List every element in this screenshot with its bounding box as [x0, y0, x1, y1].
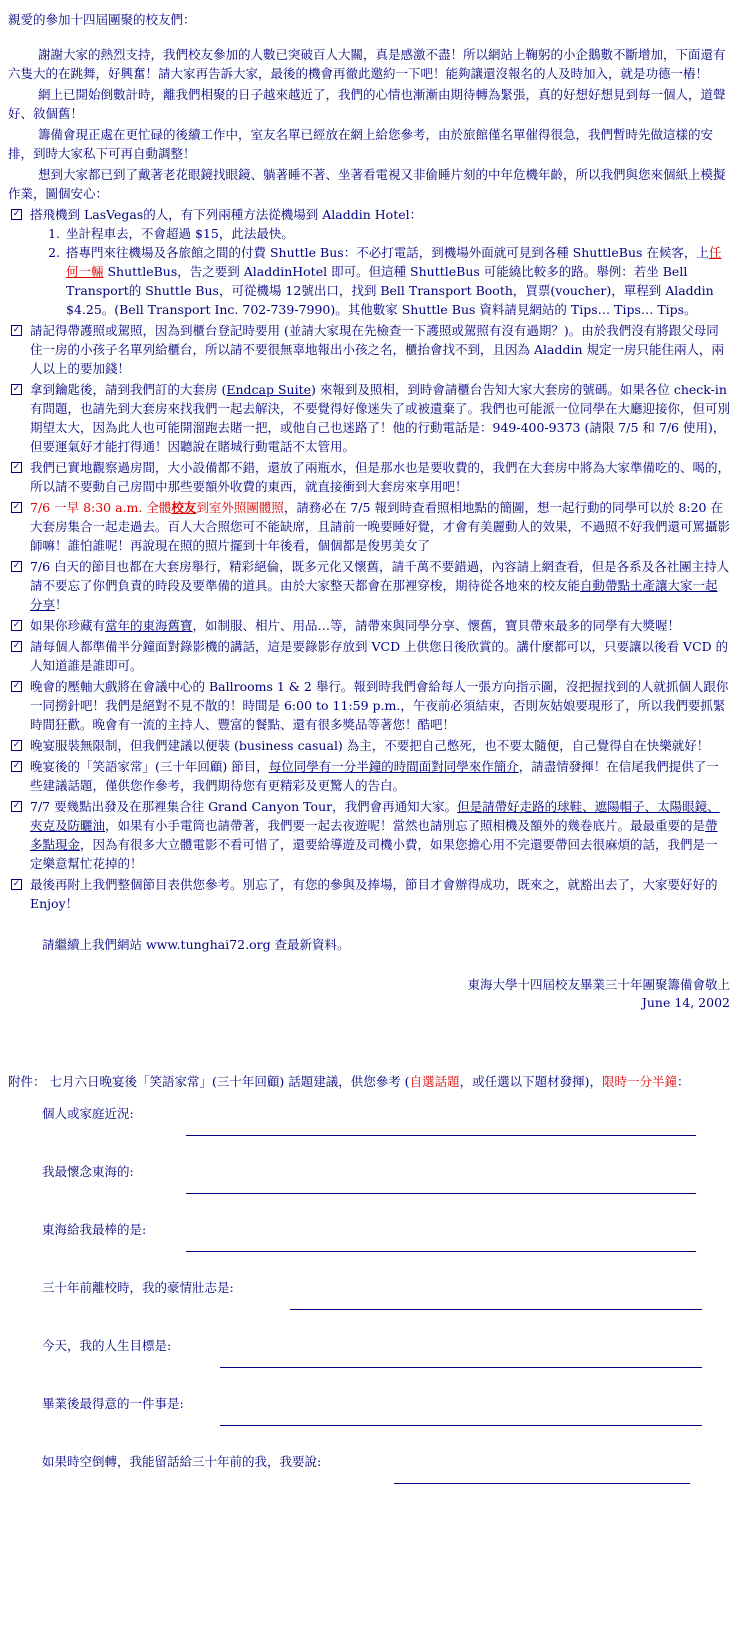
checklist-item-talk-show	[8, 757, 730, 795]
checklist-item-airport	[8, 205, 730, 319]
checkbox-icon: ✓	[12, 502, 21, 512]
checklist-item-gala	[8, 677, 730, 734]
daytime-share: 自動帶點土產讓大家一起分享	[30, 578, 718, 612]
treasure-highlight: 當年的東海舊寶	[105, 618, 193, 633]
shuttle-text-b: ShuttleBus，告之要到 AladdinHotel 即可。但這種 ShuttleBus 可能繞比較多的路。舉例：若坐 Bell Transport的 Shuttle Bus，可從機場 12號出口，找到 Bell Transport Booth，買票(voucher)，單程到 Aladdin $4.25。(Bell Transport Inc. 702-739-7990)。其他數家 Shuttle Bus 資料請見網站的 Tips… Tips… Tips。	[66, 264, 714, 317]
letter-date: June 14, 2002	[641, 995, 730, 1010]
canyon-gear: 但是請帶好走路的球鞋、遮陽帽子、太陽眼鏡、夾克及防曬油	[30, 799, 720, 833]
attachment-text-a: 附件： 七月六日晚宴後「笑語家常」(三十年回顧) 話題建議，供您參考 (	[8, 1074, 410, 1089]
paragraph-simulation: 想到大家都已到了戴著老花眼鏡找眼鏡、躺著睡不著、坐著看電視又非偷睡片刻的中年危機年齡，所以我們與您來個紙上模擬作業，圖個安心：	[8, 167, 726, 201]
daytime-text-a: 7/6 白天的節目也都在大套房舉行，精彩絕倫，既多元化又懷舊，請千萬不要錯過，內容請上網查看，但是各系及各社團主持人請不要忘了你們負責的時段及要準備的道具。由於大家整天都會在那裡穿梭，期待從各地來的校友能	[30, 559, 730, 593]
checkbox-icon: ✓	[12, 462, 21, 472]
canyon-cash: 帶多點現金	[30, 818, 718, 852]
checkbox-icon: ✓	[12, 209, 21, 219]
topic-life-goal	[8, 1337, 730, 1381]
checkbox-icon: ✓	[12, 879, 21, 889]
answer-line	[220, 1425, 702, 1426]
rooms-text: 我們已實地觀察過房間，大小設備都不錯，還放了兩瓶水，但是那水也是要收費的，我們在大套房中將為大家準備吃的、喝的，所以請不要動自己房間中那些要額外收費的東西，就直接衝到大套房來享用吧！	[30, 460, 731, 494]
suite-text-a: 拿到鑰匙後，請到我們訂的大套房 (	[30, 382, 227, 397]
greeting: 親愛的參加十四屆團聚的校友們：	[8, 12, 196, 27]
gala-text: 晚會的壓軸大戲將在會議中心的 Ballrooms 1 & 2 舉行。報到時我們會給每人一張方向指示圖，沒把握找到的人就抓個人跟你一同撈針吧！我們是絕對不見不散的！時間是 6:00 to 11:59 p.m.，午夜前必須結束，否則灰姑娘要現形了，所以我們要抓緊時間狂歡。晚會有一流的主持人、豐富的餐點、還有很多獎品等著您！酷吧！	[30, 679, 729, 732]
airport-intro: 搭飛機到 LasVegas的人，有下列兩種方法從機場到 Aladdin Hotel：	[30, 207, 423, 222]
checkbox-icon: ✓	[12, 620, 21, 630]
checkbox-icon: ✓	[12, 641, 21, 651]
enjoy-text: 最後再附上我們整個節目表供您參考。別忘了，有您的參與及捧場，節目才會辦得成功，既來之，就豁出去了，大家要好好的 Enjoy！	[30, 877, 718, 911]
checklist-item-dress	[8, 736, 730, 755]
topic-label: 如果時空倒轉，我能留話給三十年前的我，我要說:	[42, 1454, 322, 1469]
checklist-item-grand-canyon	[8, 797, 730, 873]
paragraph-countdown: 網上已開始倒數計時，離我們相聚的日子越來越近了，我們的心情也漸漸由期待轉為緊張，真的好想好想見到每一個人，道聲好、敘個舊！	[8, 87, 726, 121]
canyon-text-b: ，如果有小手電筒也請帶著，我們要一起去夜遊呢！當然也請別忘了照相機及額外的幾卷底片。最最重要的是	[105, 818, 706, 833]
vcd-text: 請每個人都準備半分鐘面對錄影機的講話，這是要錄影存放到 VCD 上供您日後欣賞的。講什麼都可以，只要讓以後看 VCD 的人知道誰是誰即可。	[30, 639, 729, 673]
answer-line	[186, 1251, 696, 1252]
attachment-heading	[8, 1072, 730, 1091]
talk-text-a: 晚宴後的「笑語家常」(三十年回顧) 節目，	[30, 759, 269, 774]
treasure-text-a: 如果你珍藏有	[30, 618, 106, 633]
topic-best-gift	[8, 1221, 730, 1265]
attachment-text-c: ：	[676, 1074, 690, 1089]
topic-label: 個人或家庭近況:	[42, 1106, 134, 1121]
step-shuttle	[64, 243, 730, 319]
attachment-time-limit: 限時一分半鐘	[601, 1074, 677, 1089]
photo-alumni: 校友	[171, 500, 197, 515]
checkbox-icon: ✓	[12, 801, 21, 811]
answer-line	[186, 1135, 696, 1136]
suite-text-b: ) 來報到及照相，到時會請櫃台告知大家大套房的號碼。如果各位 check-in 有問題，也請先到大套房來找我們一起去解決，不要覺得好像迷失了或被遺棄了。我們也可能派一位同學在大廳迎接你，但可別期望太大，因為此人也可能開溜跑去賭一把，或他自己也迷路了！他的行動電話是：949-400-9373 (請限 7/5 和 7/6 使用)，但要運氣好才能打得通！因聽說在賭城行動電話不太管用。	[30, 382, 731, 454]
topic-proudest	[8, 1395, 730, 1439]
shuttle-any-bus: 任何一輛	[66, 245, 722, 279]
canyon-text-a: 7/7 要幾點出發及在那裡集合往 Grand Canyon Tour，我們會再通知大家。	[30, 799, 458, 814]
checklist-item-daytime-program	[8, 557, 730, 614]
checklist-item-enjoy	[8, 875, 730, 913]
airport-steps	[30, 224, 730, 319]
checkbox-icon: ✓	[12, 325, 21, 335]
paragraph-thanks: 謝謝大家的熱烈支持，我們校友參加的人數已突破百人大關，真是感激不盡！所以網站上鞠躬的小企鵝數不斷增加，下面還有六隻大的在跳舞，好興奮！請大家再告訴大家，最後的機會再徹此邀約一下吧！能夠讓還沒報名的人及時加入，就是功德一樁！	[8, 47, 726, 81]
checkbox-icon: ✓	[12, 561, 21, 571]
checklist-item-treasures	[8, 616, 730, 635]
treasure-text-b: ，如制服、相片、用品…等，請帶來與同學分享、懷舊，寶貝帶來最多的同學有大獎喔！	[192, 618, 681, 633]
checklist-item-passport	[8, 321, 730, 378]
topic-label: 畢業後最得意的一件事是:	[42, 1396, 184, 1411]
checklist-item-rooms	[8, 458, 730, 496]
step-taxi: 1. 坐計程車去，不會超過 $15，此法最快。	[64, 224, 730, 243]
attachment-text-b: ，或任選以下題材發揮)，	[459, 1074, 602, 1089]
suite-name: Endcap Suite	[226, 382, 311, 397]
answer-line	[290, 1309, 702, 1310]
checklist-item-group-photo	[8, 498, 730, 555]
topic-label: 東海給我最棒的是:	[42, 1222, 147, 1237]
paragraph-roommates: 籌備會現正處在更忙碌的後續工作中，室友名單已經放在網上給您參考，由於旅館僅名單催得很急，我們暫時先做這樣的安排，到時大家私下可再自動調整！	[8, 127, 714, 161]
dress-text: 晚宴服裝無限制，但我們建議以便裝 (business casual) 為主，不要把自己憋死，也不要太隨便，自己覺得自在快樂就好！	[30, 738, 710, 753]
topic-ambition	[8, 1279, 730, 1323]
letter-document	[8, 10, 730, 1497]
answer-line	[394, 1483, 690, 1484]
shuttle-text-a: 搭專門來往機場及各旅館之間的付費 Shuttle Bus：不必打電話，到機場外面就可見到各種 ShuttleBus 在候客，上	[66, 245, 709, 260]
signature: 東海大學十四屆校友畢業三十年團聚籌備會敬上	[467, 977, 730, 992]
photo-outdoor: 到室外照團體照	[196, 500, 284, 515]
attachment-free-topic: 自選話題	[409, 1074, 460, 1089]
topic-label: 三十年前離校時，我的豪情壯志是:	[42, 1280, 234, 1295]
photo-time: 7/6 一早 8:30 a.m. 全體	[30, 500, 172, 515]
answer-line	[186, 1193, 696, 1194]
checklist-item-vcd	[8, 637, 730, 675]
checkbox-icon: ✓	[12, 740, 21, 750]
topic-label: 今天，我的人生目標是:	[42, 1338, 172, 1353]
answer-line	[220, 1367, 702, 1368]
canyon-text-c: ，因為有很多大立體電影不看可惜了，還要給導遊及司機小費，如果您擔心用不完還要帶回去很麻煩的話，我們是一定樂意幫忙花掉的！	[30, 837, 718, 871]
checkbox-icon: ✓	[12, 761, 21, 771]
topic-label: 我最懷念東海的:	[42, 1164, 134, 1179]
daytime-text-b: ！	[55, 597, 68, 612]
talk-highlight: 每位同學有一分半鐘的時間面對同學來作簡介	[268, 759, 519, 774]
topic-list	[8, 1105, 730, 1497]
checklist-item-suite	[8, 380, 730, 456]
website-note: 請繼續上我們網站 www.tunghai72.org 查最新資料。	[42, 937, 350, 952]
talk-text-b: ，請盡情發揮！在信尾我們提供了一些建議話題，僅供您作參考，我們期待您有更精彩及更驚人的告白。	[30, 759, 719, 793]
photo-text: ，請務必在 7/5 報到時查看照相地點的簡圖，想一起行動的同學可以於 8:20 在大套房集合一起走過去。百人大合照您可不能缺席，且請前一晚要睡好覺，才會有美麗動人的效果，不過照不好我們還可罵攝影師嘛！誰怕誰呢！再說現在照的照片擺到十年後看，個個都是俊男美女了	[30, 500, 731, 553]
signature-block	[8, 976, 730, 1012]
passport-text: 請記得帶護照或駕照，因為到櫃台登記時要用 (並請大家現在先檢查一下護照或駕照有沒有過期？)。由於我們沒有將跟父母同住一房的小孩子名單列給櫃台，所以請不要很無辜地報出小孩之名，櫃抬會找不到，且因為 Aladdin 規定一房只能住兩人，兩人以上的要加錢！	[30, 323, 724, 376]
topic-miss-tunghai	[8, 1163, 730, 1207]
checkbox-icon: ✓	[12, 384, 21, 394]
checkbox-icon: ✓	[12, 681, 21, 691]
topic-message-past	[8, 1453, 730, 1497]
topic-family	[8, 1105, 730, 1149]
